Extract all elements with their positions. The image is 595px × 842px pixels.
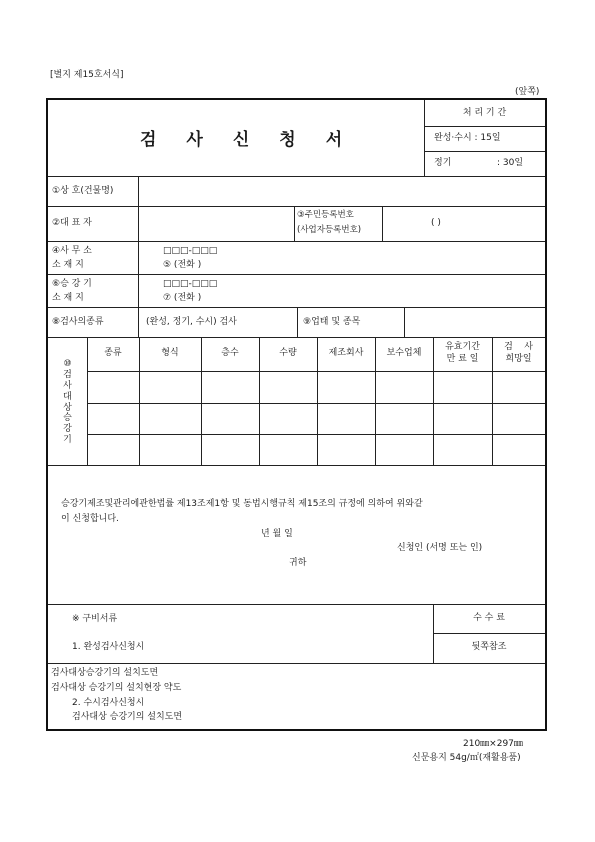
table-header-text: 유효기간 xyxy=(445,342,480,353)
elevator-phone: ⑦ (전화 ) xyxy=(163,293,202,303)
fee-label: 수 수 료 xyxy=(473,613,505,623)
inspection-type-label: ⑧검사의종류 xyxy=(52,317,104,327)
business-name-label: ①상 호(건물명) xyxy=(52,186,114,196)
table-header-text: 희망일 xyxy=(505,354,532,364)
divider xyxy=(48,206,545,207)
table-cell[interactable] xyxy=(492,371,545,403)
resident-number-label-sub: (사업자등록번호) xyxy=(297,225,362,235)
table-cell[interactable] xyxy=(375,403,433,434)
table-header-cell xyxy=(375,337,433,371)
divider xyxy=(48,465,545,466)
table-cell[interactable] xyxy=(492,434,545,465)
statement-recipient: 귀하 xyxy=(289,558,307,568)
table-header-cell xyxy=(433,337,492,371)
table-cell[interactable] xyxy=(492,403,545,434)
table-cell[interactable] xyxy=(433,434,492,465)
elevator-table xyxy=(87,337,545,465)
divider xyxy=(48,274,545,275)
divider xyxy=(48,604,545,605)
table-cell[interactable] xyxy=(201,403,259,434)
divider xyxy=(138,307,139,337)
business-type-label: ⑨업태 및 종목 xyxy=(303,317,361,327)
table-header-text: 형식 xyxy=(161,348,179,359)
side-label-char: ⑩ xyxy=(63,359,72,370)
table-cell[interactable] xyxy=(375,371,433,403)
table-cell[interactable] xyxy=(139,434,201,465)
elevator-table-side-label xyxy=(48,340,87,465)
required-document-sub-1: 검사대상승강기의 설치도면 xyxy=(51,668,159,678)
resident-number-value: ( ) xyxy=(431,218,441,228)
divider xyxy=(424,126,545,127)
paper-type: 신문용지 54g/㎡(재활용품) xyxy=(412,753,521,763)
table-header-text: 제조회사 xyxy=(328,348,364,359)
form-code: [별지 제15호서식] xyxy=(50,70,124,80)
divider xyxy=(138,241,139,274)
table-cell[interactable] xyxy=(87,434,139,465)
table-header-cell xyxy=(201,337,259,371)
side-label-char: 기 xyxy=(63,434,72,445)
processing-period-regular-label: 정기 xyxy=(434,158,452,168)
office-postal-code: □□□-□□□ xyxy=(163,246,218,256)
office-label-sub: 소 재 지 xyxy=(52,260,84,270)
side-label-char: 검 xyxy=(63,370,72,381)
divider xyxy=(297,307,298,337)
table-header-text: 수량 xyxy=(279,348,297,359)
office-phone: ⑤ (전화 ) xyxy=(163,260,202,270)
side-label-char: 사 xyxy=(63,380,72,391)
form-title: 검사신청서 xyxy=(140,130,373,150)
divider xyxy=(138,206,139,241)
divider xyxy=(294,206,295,241)
required-document-sub-2: 검사대상 승강기의 설치현장 약도 xyxy=(51,683,182,693)
table-cell[interactable] xyxy=(317,403,375,434)
resident-number-label: ③주민등록번호 xyxy=(297,210,354,220)
table-header-text: 층수 xyxy=(221,348,239,359)
required-document-item-2: 2. 수시검사신청시 xyxy=(72,698,145,708)
table-cell[interactable] xyxy=(259,371,317,403)
table-cell[interactable] xyxy=(433,371,492,403)
table-header-cell xyxy=(259,337,317,371)
table-header-text: 종류 xyxy=(104,348,122,359)
table-header-cell xyxy=(317,337,375,371)
elevator-location-label-sub: 소 재 지 xyxy=(52,293,84,303)
table-cell[interactable] xyxy=(317,434,375,465)
divider xyxy=(48,241,545,242)
statement-line-1: 승강기제조및관리에관한법률 제13조제1항 및 동법시행규칙 제15조의 규정에 의하여 위와같 xyxy=(61,499,423,509)
divider xyxy=(138,176,139,206)
table-header-text: 검 사 xyxy=(504,342,533,353)
side-label-char: 대 xyxy=(63,391,72,402)
paper-size: 210㎜×297㎜ xyxy=(463,739,523,749)
table-cell[interactable] xyxy=(317,371,375,403)
table-cell[interactable] xyxy=(201,371,259,403)
table-cell[interactable] xyxy=(87,403,139,434)
divider xyxy=(138,274,139,307)
elevator-location-label: ⑥승 강 기 xyxy=(52,279,92,289)
required-document-item-1: 1. 완성검사신청시 xyxy=(72,642,145,652)
statement-applicant: 신청인 (서명 또는 인) xyxy=(397,543,483,553)
table-cell[interactable] xyxy=(259,434,317,465)
required-document-sub-3: 검사대상 승강기의 설치도면 xyxy=(72,712,183,722)
table-header-text: 보수업체 xyxy=(386,348,422,359)
side-label-char: 승 xyxy=(63,413,72,424)
divider xyxy=(382,206,383,241)
fee-value: 뒷쪽참조 xyxy=(471,642,507,652)
inspection-type-value: (완성, 정기, 수시) 검사 xyxy=(146,317,237,327)
divider xyxy=(433,633,545,634)
processing-period-header: 처 리 기 간 xyxy=(462,108,507,118)
elevator-postal-code: □□□-□□□ xyxy=(163,279,218,289)
divider xyxy=(404,307,405,337)
table-cell[interactable] xyxy=(139,403,201,434)
table-header-cell xyxy=(87,337,139,371)
office-label: ④사 무 소 xyxy=(52,246,92,256)
side-label: (앞쪽) xyxy=(515,87,540,97)
statement-line-2: 이 신청합니다. xyxy=(61,514,119,524)
divider xyxy=(424,151,545,152)
table-header-text: 만 료 일 xyxy=(446,354,479,364)
table-cell[interactable] xyxy=(375,434,433,465)
statement-date: 년 월 일 xyxy=(261,529,293,539)
table-header-cell xyxy=(492,337,545,371)
required-documents-header: ※ 구비서류 xyxy=(72,614,118,624)
table-cell[interactable] xyxy=(259,403,317,434)
processing-period-completion: 완성·수시 : 15일 xyxy=(434,133,501,143)
processing-period-regular-value: : 30일 xyxy=(497,158,524,168)
divider xyxy=(48,663,545,664)
divider xyxy=(48,176,545,177)
table-cell[interactable] xyxy=(87,371,139,403)
side-label-char: 강 xyxy=(63,424,72,435)
table-header-cell xyxy=(139,337,201,371)
table-cell[interactable] xyxy=(201,434,259,465)
representative-label: ②대 표 자 xyxy=(52,218,92,228)
table-cell[interactable] xyxy=(433,403,492,434)
side-label-char: 상 xyxy=(63,402,72,413)
table-cell[interactable] xyxy=(139,371,201,403)
